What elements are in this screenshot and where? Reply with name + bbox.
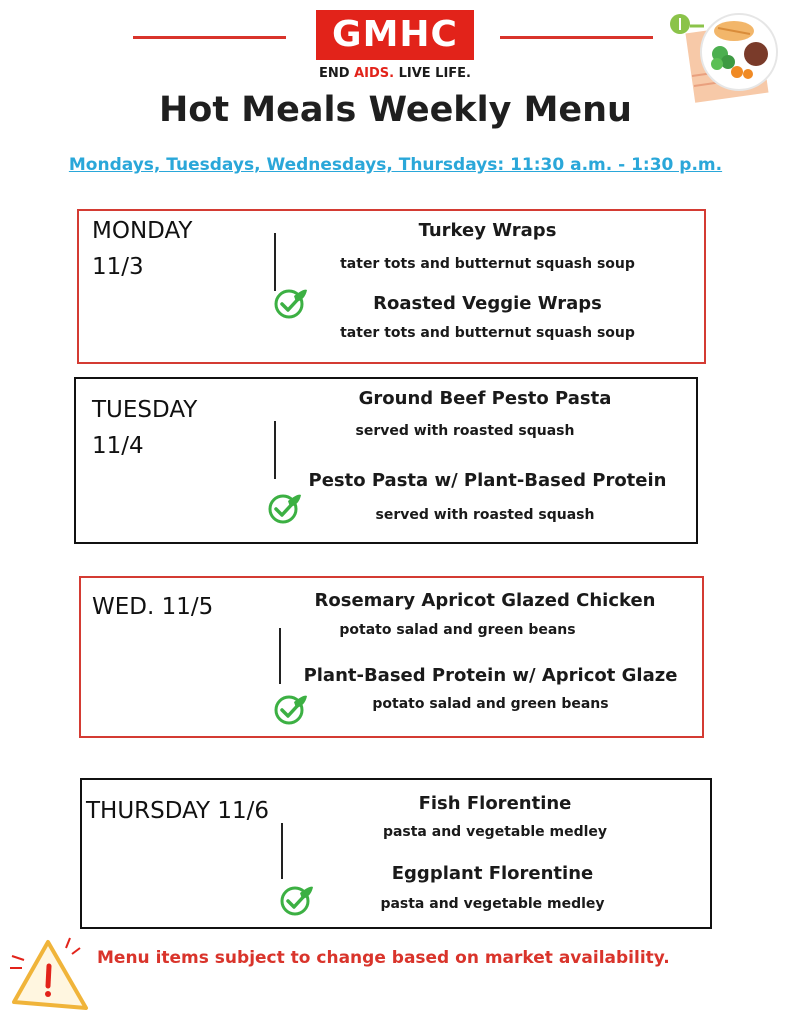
wednesday-plant-meal: Plant-Based Protein w/ Apricot Glaze — [303, 665, 678, 686]
header-rule-right — [500, 36, 653, 39]
monday-day-label: MONDAY 11/3 — [92, 218, 193, 280]
tuesday-divider — [274, 421, 276, 479]
tuesday-meal-sides: served with roasted squash — [355, 423, 575, 439]
wednesday-plant-sides: potato salad and green beans — [372, 696, 609, 712]
gmhc-logo: GMHC — [316, 10, 474, 60]
page-title: Hot Meals Weekly Menu — [159, 90, 632, 130]
thursday-divider — [281, 823, 283, 879]
wednesday-meal-sides: potato salad and green beans — [339, 622, 576, 638]
thursday-meal-sides: pasta and vegetable medley — [382, 824, 608, 840]
thursday-meal: Fish Florentine — [418, 793, 572, 814]
warning-icon — [8, 930, 94, 1016]
monday-plant-sides: tater tots and butternut squash soup — [340, 325, 635, 341]
monday-meal-sides: tater tots and butternut squash soup — [340, 256, 635, 272]
thursday-plant-sides: pasta and vegetable medley — [380, 896, 605, 912]
tuesday-meal: Ground Beef Pesto Pasta — [358, 388, 612, 409]
wednesday-divider — [279, 628, 281, 684]
thursday-plant-meal: Eggplant Florentine — [391, 863, 594, 884]
monday-plant-meal: Roasted Veggie Wraps — [373, 293, 602, 314]
thursday-day-label: THURSDAY 11/6 — [86, 798, 270, 824]
wednesday-day-label: WED. 11/5 — [92, 594, 214, 620]
tuesday-day-label: TUESDAY 11/4 — [92, 397, 198, 459]
tuesday-plant-sides: served with roasted squash — [375, 507, 595, 523]
wednesday-meal: Rosemary Apricot Glazed Chicken — [314, 590, 656, 611]
header-rule-left — [133, 36, 286, 39]
availability-notice: Menu items subject to change based on market availability. — [97, 948, 670, 968]
service-hours: Mondays, Tuesdays, Wednesdays, Thursdays: 11:30 a.m. - 1:30 p.m. — [68, 155, 723, 175]
monday-meal: Turkey Wraps — [418, 220, 557, 241]
tuesday-plant-meal: Pesto Pasta w/ Plant-Based Protein — [308, 470, 667, 491]
monday-divider — [274, 233, 276, 291]
tagline: END AIDS. LIVE LIFE. — [318, 66, 471, 81]
